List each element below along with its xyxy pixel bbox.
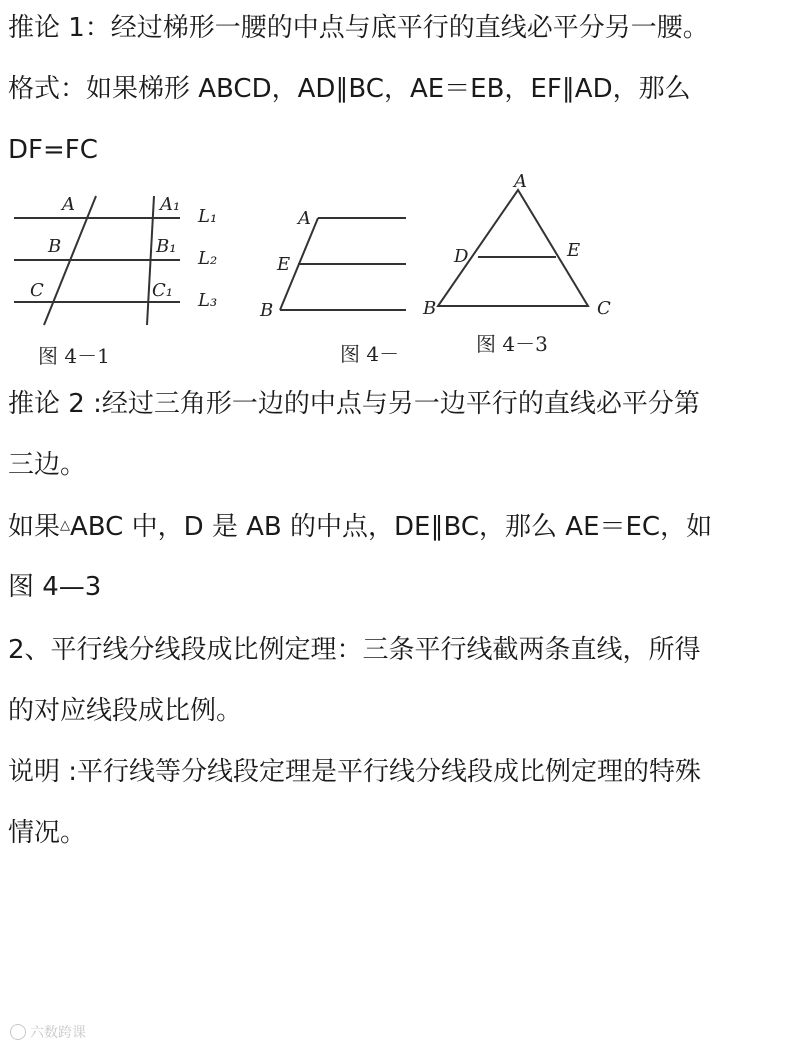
figures (0, 172, 793, 372)
watermark (10, 1022, 86, 1042)
fig2-caption: 图 4－ (340, 342, 400, 366)
corollary-2: 推论 2 :经过三角形一边的中点与另一边平行的直线必平分第 (8, 389, 700, 419)
fig1-label-l1: L₁ (198, 206, 218, 227)
corollary-2-cont: 三边。 (8, 450, 87, 480)
figure-reference: 图 4—3 (8, 572, 102, 602)
fig1-label-a1: A₁ (160, 194, 181, 215)
note-cont: 情况。 (8, 818, 87, 848)
fig1-label-b: B (48, 236, 62, 257)
format-conclusion: DF=FC (8, 135, 98, 165)
fig1-label-l3: L₃ (198, 290, 218, 311)
example-body: ABC 中，D 是 AB 的中点，DE∥BC，那么 AE＝EC，如 (70, 512, 713, 542)
example-if: 如果 (8, 512, 61, 542)
fig3-label-d: D (454, 246, 469, 267)
fig2-label-a: A (298, 208, 311, 229)
fig1-label-c: C (30, 280, 44, 301)
corollary-1: 推论 1：经过梯形一腰的中点与底平行的直线必平分另一腰。 (8, 13, 709, 43)
fig3-label-a: A (514, 172, 527, 192)
fig1-label-l2: L₂ (198, 248, 218, 269)
fig3-label-b: B (423, 298, 437, 319)
format-line: 格式：如果梯形 ABCD，AD∥BC，AE＝EB，EF∥AD，那么 (8, 74, 691, 104)
fig1-label-c1: C₁ (152, 280, 173, 301)
fig2-label-e: E (277, 254, 291, 275)
watermark-logo-icon (10, 1024, 26, 1040)
fig3-caption: 图 4－3 (476, 332, 548, 356)
corollary-2-example (8, 508, 712, 545)
theorem-2: 2、平行线分线段成比例定理：三条平行线截两条直线，所得 (8, 635, 701, 665)
watermark-text: 六数跨课 (30, 1025, 86, 1041)
fig2-label-b: B (260, 300, 274, 321)
theorem-2-cont: 的对应线段成比例。 (8, 696, 243, 726)
fig1-label-b1: B₁ (156, 236, 177, 257)
fig3-label-e: E (567, 240, 581, 261)
fig1-caption: 图 4－1 (38, 344, 110, 368)
fig3-label-c: C (597, 298, 611, 319)
triangle-symbol: △ (60, 518, 71, 533)
fig1-label-a: A (62, 194, 75, 215)
note: 说明 :平行线等分线段定理是平行线分线段成比例定理的特殊 (8, 757, 702, 787)
